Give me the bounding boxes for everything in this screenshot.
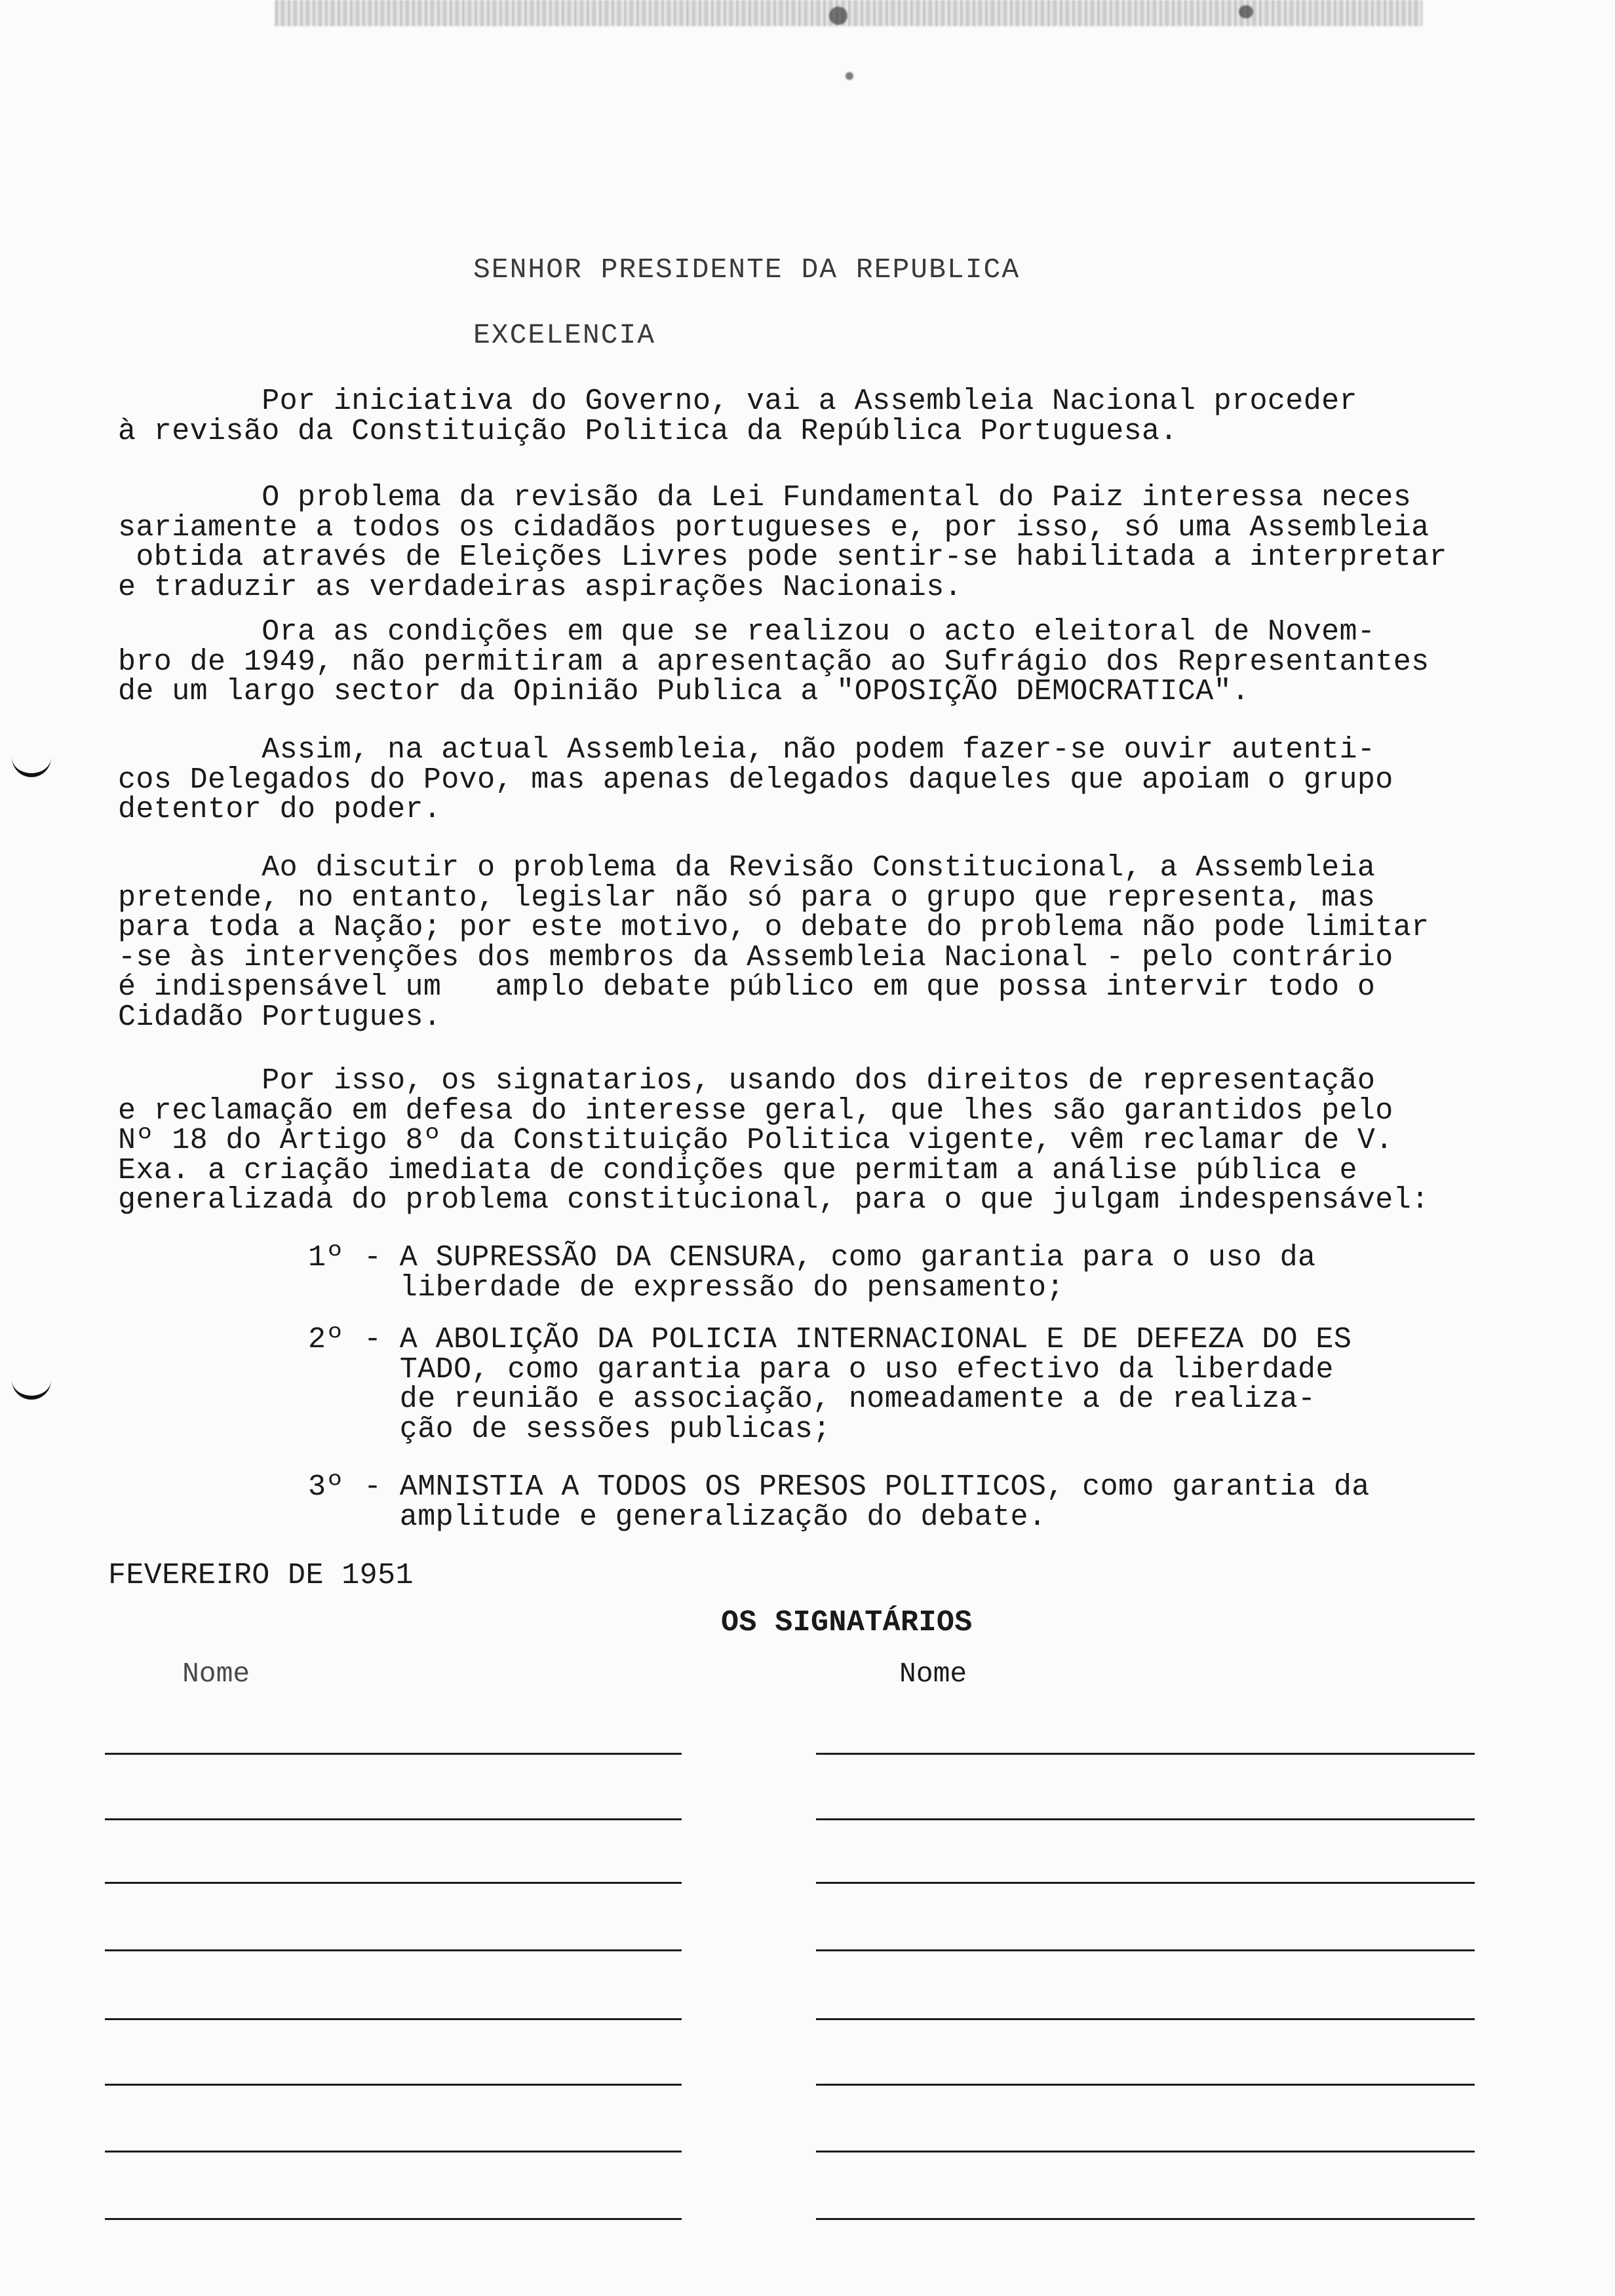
demand-line: - A ABOLIÇÃO DA POLICIA INTERNACIONAL E DE DEFEZA DO ES <box>364 1323 1352 1356</box>
paragraph-line: é indispensável um amplo debate público em que possa intervir todo o <box>118 970 1376 1004</box>
demand-line: TADO, como garantia para o uso efectivo da liberdade <box>364 1352 1334 1387</box>
ink-smudge-dot <box>829 7 847 25</box>
signature-line[interactable] <box>105 1753 682 1755</box>
demand-line: - A SUPRESSÃO DA CENSURA, como garantia para o uso da <box>364 1241 1316 1274</box>
paragraph-line: Exa. a criação imediata de condições que permitam a análise pública e <box>118 1153 1357 1187</box>
paragraph-line: obtida através de Eleições Livres pode sentir-se habilitada a interpretar <box>118 541 1447 574</box>
binder-hole-mark <box>12 747 51 777</box>
signature-line[interactable] <box>105 2018 682 2020</box>
paragraph-line: Por iniciativa do Governo, vai a Assembleia Nacional proceder <box>118 385 1357 418</box>
paragraph-line: sariamente a todos os cidadãos portugueses e, por isso, só uma Assembleia <box>118 510 1430 545</box>
salutation: EXCELENCIA <box>473 319 656 351</box>
signature-line[interactable] <box>816 1882 1475 1884</box>
signature-line[interactable] <box>816 2218 1475 2220</box>
signature-line[interactable] <box>105 1882 682 1884</box>
signature-line[interactable] <box>105 2218 682 2220</box>
demand-line: liberdade de expressão do pensamento; <box>364 1271 1064 1305</box>
binder-hole-mark <box>12 1369 51 1400</box>
signature-line[interactable] <box>816 1818 1475 1820</box>
ink-smudge-dot <box>1239 5 1253 18</box>
paragraph-line: para toda a Nação; por este motivo, o debate do problema não pode limitar <box>118 911 1430 944</box>
paragraph-line: O problema da revisão da Lei Fundamental do Paiz interessa neces <box>118 481 1412 514</box>
paragraph-line: e reclamação em defesa do interesse geral, que lhes são garantidos pelo <box>118 1094 1393 1128</box>
ink-smudge-dot <box>846 72 853 80</box>
signature-line[interactable] <box>816 1949 1475 1951</box>
paragraph-line: e traduzir as verdadeiras aspirações Nacionais. <box>118 570 963 604</box>
paragraph-line: generalizada do problema constitucional, para o que julgam indespensável: <box>118 1183 1430 1217</box>
date-line: FEVEREIRO DE 1951 <box>108 1559 414 1592</box>
name-label-right: Nome <box>899 1658 967 1690</box>
paragraph-line: Ora as condições em que se realizou o acto eleitoral de Novem- <box>118 615 1376 649</box>
paragraph-line: Cidadão Portugues. <box>118 1000 442 1034</box>
demand-line: - AMNISTIA A TODOS OS PRESOS POLITICOS, como garantia da <box>364 1470 1370 1504</box>
paragraph-line: cos Delegados do Povo, mas apenas delegados daqueles que apoiam o grupo <box>118 763 1393 797</box>
signature-line[interactable] <box>816 2151 1475 2152</box>
signature-line[interactable] <box>105 1949 682 1951</box>
demand-number: 2º <box>308 1323 344 1356</box>
paragraph-line: Ao discutir o problema da Revisão Constitucional, a Assembleia <box>118 851 1376 885</box>
signature-line[interactable] <box>816 2018 1475 2020</box>
paragraph-line: pretende, no entanto, legislar não só para o grupo que representa, mas <box>118 881 1376 915</box>
signature-line[interactable] <box>105 2084 682 2086</box>
paragraph-line: -se às intervenções dos membros da Assembleia Nacional - pelo contrário <box>118 940 1393 974</box>
addressee-heading: SENHOR PRESIDENTE DA REPUBLICA <box>473 254 1021 286</box>
demand-number: 3º <box>308 1470 344 1504</box>
paragraph-line: de um largo sector da Opinião Publica a "OPOSIÇÃO DEMOCRATICA". <box>118 675 1250 708</box>
paragraph-line: Por isso, os signatarios, usando dos direitos de representação <box>118 1064 1376 1098</box>
paragraph-line: à revisão da Constituição Politica da República Portuguesa. <box>118 414 1178 448</box>
paragraph-line: Assim, na actual Assembleia, não podem fazer-se ouvir autenti- <box>118 733 1376 767</box>
signature-line[interactable] <box>816 2084 1475 2086</box>
signatories-heading: OS SIGNATÁRIOS <box>721 1606 973 1639</box>
paragraph-line: Nº 18 do Artigo 8º da Constituição Politica vigente, vêm reclamar de V. <box>118 1124 1393 1157</box>
signature-line[interactable] <box>105 1818 682 1820</box>
demand-line: ção de sessões publicas; <box>364 1412 831 1446</box>
signature-line[interactable] <box>816 1753 1475 1755</box>
paragraph-line: detentor do poder. <box>118 793 442 826</box>
signature-line[interactable] <box>105 2151 682 2152</box>
demand-number: 1º <box>308 1241 344 1274</box>
paragraph-line: bro de 1949, não permitiram a apresentação ao Sufrágio dos Representantes <box>118 645 1430 679</box>
demand-line: amplitude e generalização do debate. <box>364 1500 1047 1534</box>
name-label-left: Nome <box>182 1658 250 1690</box>
demand-line: de reunião e associação, nomeadamente a de realiza- <box>364 1383 1316 1416</box>
